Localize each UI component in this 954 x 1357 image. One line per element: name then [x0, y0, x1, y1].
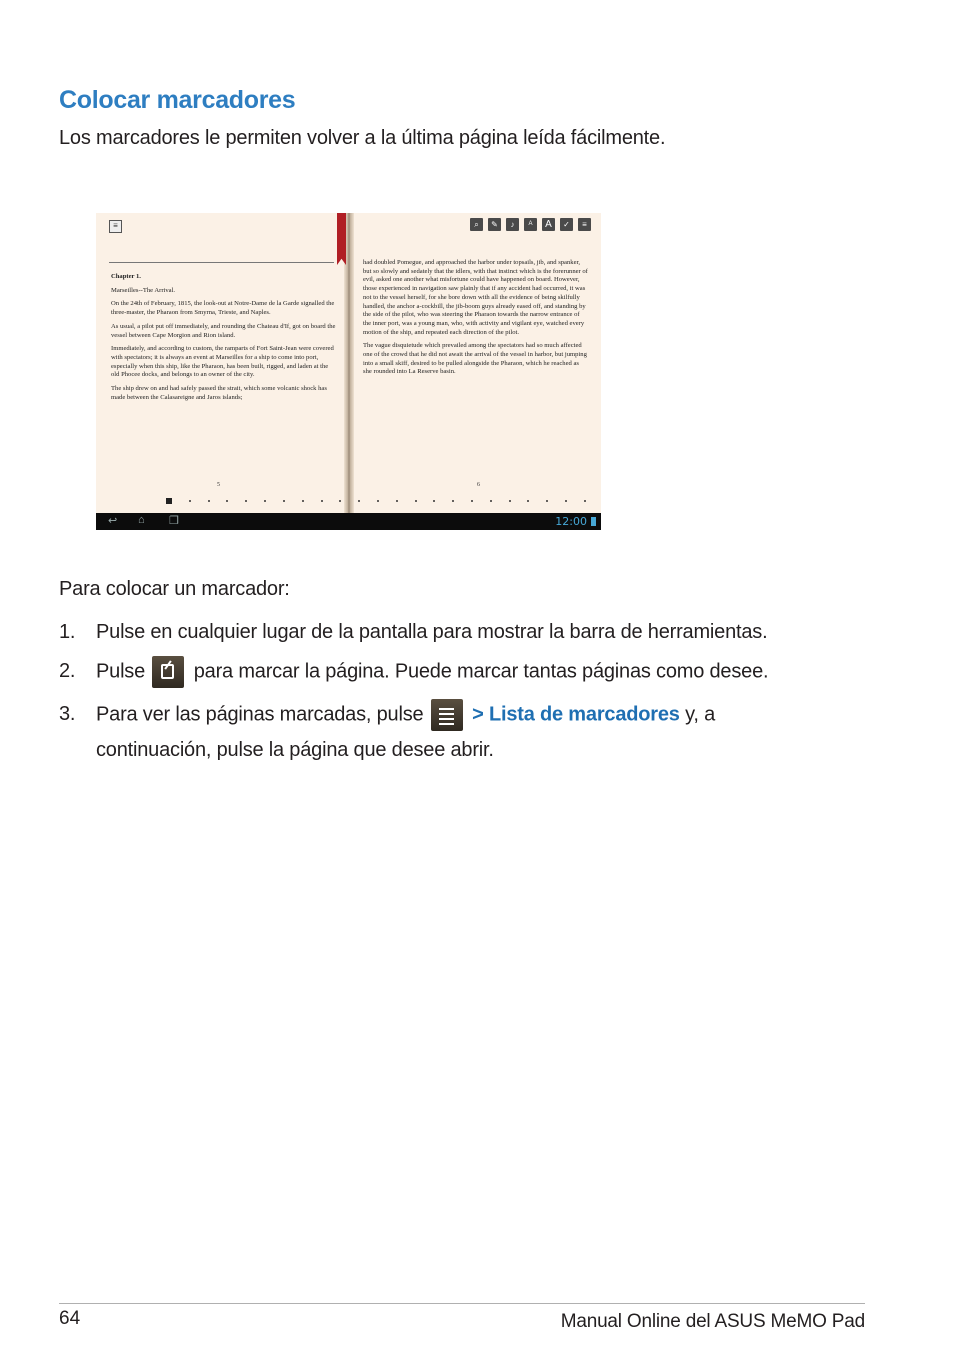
slider-dot: [377, 500, 379, 502]
paragraph: As usual, a pilot put off immediately, and rounding the Chateau d'If, got on board the vessel between Cape Morgion and Rion island.: [111, 322, 336, 339]
step-2: [0, 656, 954, 696]
bookmark-list-label: > Lista de marcadores: [472, 703, 680, 726]
paragraph: On the 24th of February, 1815, the look-out at Notre-Dame de la Garde signalled the three-master, the Pharaon from Smyrna, Trieste, and Naples.: [111, 300, 335, 317]
step-text: [96, 656, 768, 688]
slider-dot: [527, 500, 529, 502]
slider-dot: [321, 500, 323, 502]
right-page[interactable]: [352, 213, 601, 513]
paragraph: had doubled Pomegue, and approached the harbor under topsails, jib, and spanker, but so slowly and sedately that the idlers, with that instinct which is the forerunner of evil, asked one another what misfortune could have happened on board. However, those experienced in navigation saw plainly that if any accident had occurred, it was not to the vessel herself, for she bore down with all the evidence of being skilfully handled, the anchor a-cockbill, the jib-boom guys already eased off, and standing by the side of the pilot, who was steering the Pharaon towards the narrow entrance of the inner port, was a young man, who, with activity and vigilant eye, watched every motion of the ship, and repeated each direction of the pilot.: [363, 259, 588, 336]
page-number: 64: [59, 1308, 81, 1329]
paragraph: The ship drew on and had safely passed the strait, which some volcanic shock has made between the Calasareigne and Jaros islands;: [111, 385, 327, 401]
slider-dot: [584, 500, 586, 502]
section-heading: Colocar marcadores: [59, 86, 296, 114]
paragraph: The vague disquietude which prevailed among the spectators had so much affected one of the crowd that he did not await the arrival of the vessel in harbor, but jumping into a small skiff, desired to be pulled alongside the Pharaon, which he reached as she rounded into La Reserve basin.: [363, 342, 587, 376]
slider-dot: [546, 500, 548, 502]
step-number: 2.: [59, 660, 76, 682]
slider-dot: [565, 500, 567, 502]
step-text-after: y, a: [685, 703, 716, 726]
slider-dot: [226, 500, 228, 502]
chapter-title: Chapter 1.: [111, 273, 141, 280]
step-number: 3.: [59, 703, 76, 725]
paragraph: Immediately, and according to custom, the ramparts of Fort Saint-Jean were covered with spectators; it is always an event at Marseilles for a ship to come into port, especially when this ship, like the Pharaon, has been built, rigged, and laden at the old Phocee docks, and belongs to an owner of the city.: [111, 345, 334, 379]
intro-text: Los marcadores le permiten volver a la última página leída fácilmente.: [59, 127, 666, 149]
menu-icon[interactable]: ≡: [578, 218, 591, 231]
left-page-text: [111, 273, 337, 407]
reader-toolbar: [470, 218, 591, 231]
steps-intro: Para colocar un marcador:: [59, 578, 290, 600]
slider-dot: [283, 500, 285, 502]
step-number: 1.: [59, 621, 76, 643]
page-number-right: 6: [477, 482, 480, 488]
slider-dot: [339, 500, 341, 502]
font-larger-icon[interactable]: A: [542, 218, 555, 231]
clock: 12:00: [555, 515, 587, 528]
highlight-icon[interactable]: ✎: [488, 218, 501, 231]
page-number-left: 5: [217, 482, 220, 488]
slider-dot: [509, 500, 511, 502]
slider-dot: [452, 500, 454, 502]
slider-handle[interactable]: [166, 498, 172, 504]
menu-icon[interactable]: ≡: [109, 220, 122, 233]
step-3: [0, 699, 954, 774]
home-icon[interactable]: ⌂: [138, 514, 145, 526]
step-text-before: Para ver las páginas marcadas, pulse: [96, 703, 424, 726]
right-page-text: [363, 259, 589, 382]
reader-screenshot: [96, 213, 601, 530]
slider-dot: [302, 500, 304, 502]
footer-title: Manual Online del ASUS MeMO Pad: [560, 1311, 865, 1332]
slider-dot: [471, 500, 473, 502]
page-slider[interactable]: [166, 498, 586, 504]
slider-dot: [208, 500, 210, 502]
search-icon[interactable]: ⌕: [470, 218, 483, 231]
step-text-line2: continuación, pulse la página que desee abrir.: [96, 739, 494, 761]
paragraph: Marseilles--The Arrival.: [111, 286, 176, 294]
slider-dot: [189, 500, 191, 502]
bookmark-ribbon-icon: [337, 213, 346, 265]
step-text-after: para marcar la página. Puede marcar tantas páginas como desee.: [193, 660, 769, 683]
footer-rule: [59, 1303, 865, 1304]
microphone-icon[interactable]: ♪: [506, 218, 519, 231]
list-icon: [431, 699, 463, 731]
battery-icon: [591, 517, 596, 526]
slider-dot: [396, 500, 398, 502]
chapter-rule: [109, 262, 334, 263]
slider-dot: [264, 500, 266, 502]
step-text-before: Pulse: [96, 660, 146, 683]
back-icon[interactable]: ↩: [108, 515, 118, 527]
recent-apps-icon[interactable]: ❐: [169, 515, 179, 527]
step-text: [96, 699, 715, 731]
slider-dot: [415, 500, 417, 502]
slider-dot: [433, 500, 435, 502]
step-text: Pulse en cualquier lugar de la pantalla para mostrar la barra de herramientas.: [96, 621, 768, 643]
left-page[interactable]: [96, 213, 346, 513]
slider-dot: [490, 500, 492, 502]
bookmark-icon[interactable]: ✓: [560, 218, 573, 231]
slider-dot: [245, 500, 247, 502]
system-nav-bar: [96, 513, 601, 530]
bookmark-icon: [152, 656, 184, 688]
slider-dot: [358, 500, 360, 502]
font-smaller-icon[interactable]: A: [524, 218, 537, 231]
